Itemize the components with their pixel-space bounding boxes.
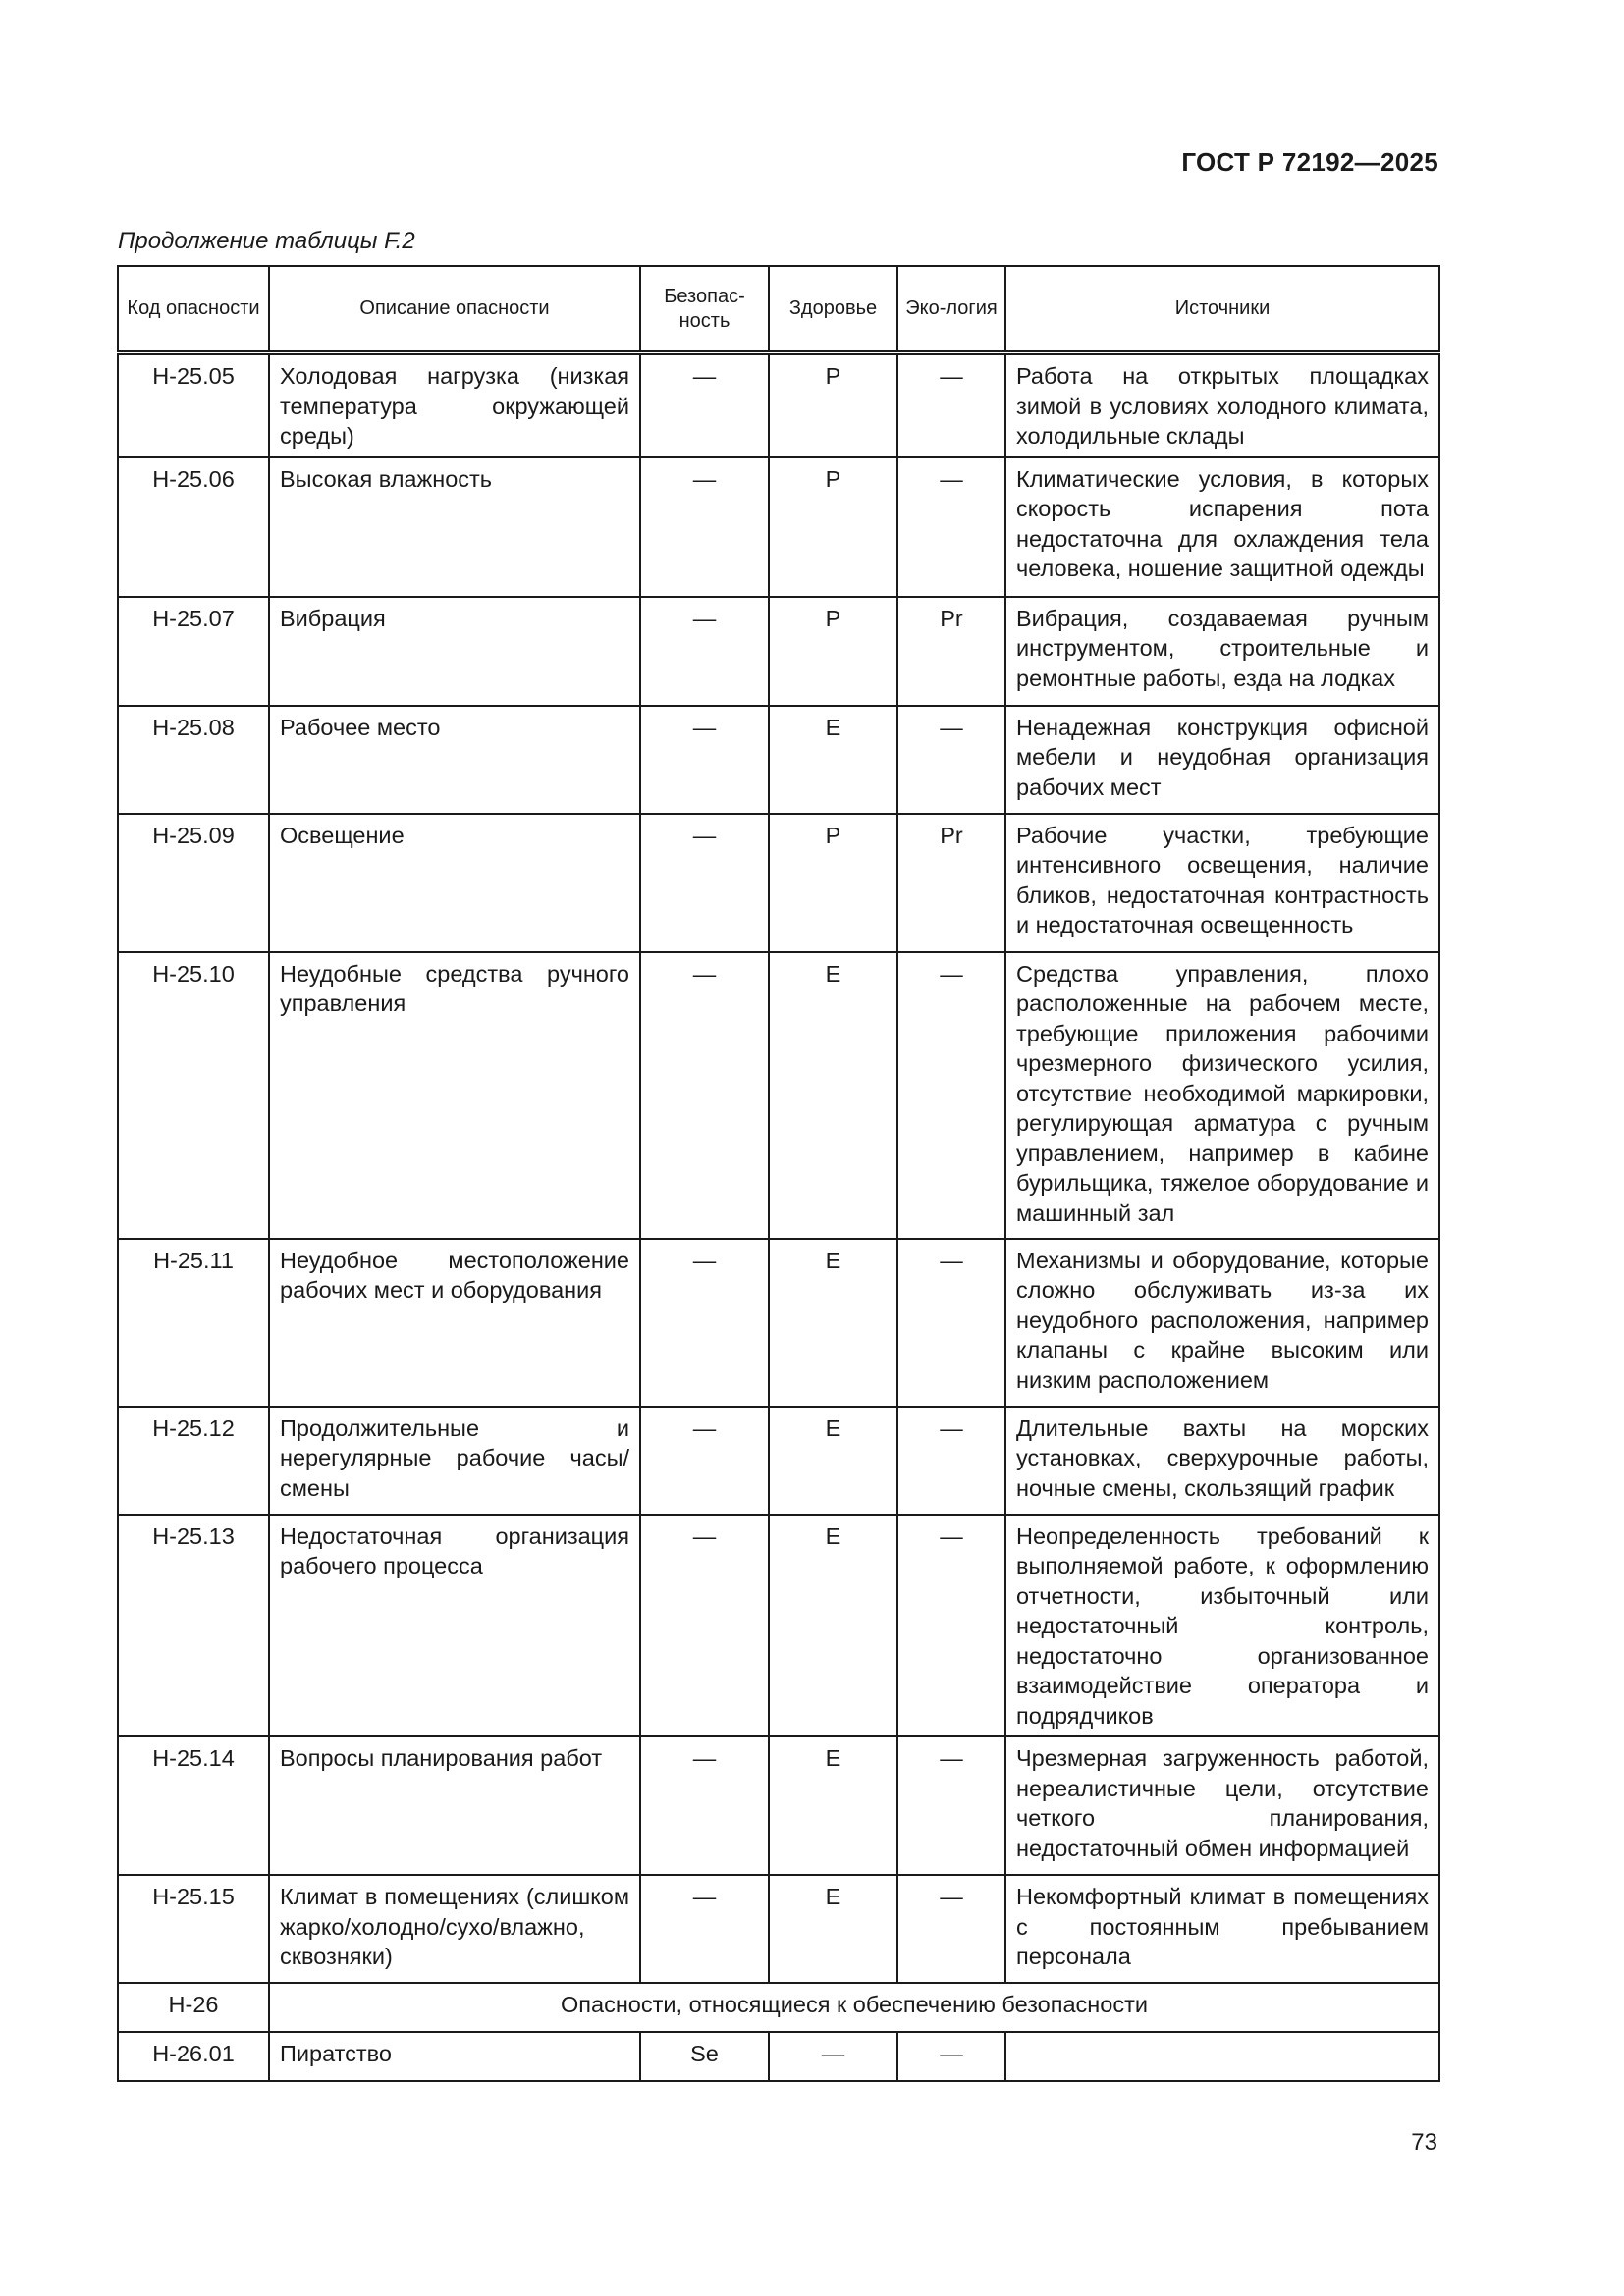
hazard-sources: Рабочие участки, требующие интенсивного освещения, наличие бликов, недостаточная контрастность и недостаточная освещенность: [1005, 814, 1439, 952]
safety-mark: Se: [640, 2032, 769, 2081]
hazard-sources: Ненадежная конструкция офисной мебели и неудобная организация рабочих мест: [1005, 706, 1439, 814]
hazard-table: [117, 265, 1440, 2082]
table-row: [118, 457, 1439, 597]
column-header-code: Код опасности: [118, 266, 269, 353]
hazard-sources: Чрезмерная загруженность работой, нереалистичные цели, отсутствие четкого планирования, недостаточный обмен информацией: [1005, 1736, 1439, 1875]
safety-mark: —: [640, 1736, 769, 1875]
ecology-mark: —: [897, 1515, 1005, 1737]
table-row: [118, 814, 1439, 952]
hazard-code: H-25.08: [118, 706, 269, 814]
ecology-mark: —: [897, 1736, 1005, 1875]
hazard-code: H-25.07: [118, 597, 269, 706]
column-header-health: Здоровье: [769, 266, 897, 353]
hazard-group-code: H-26: [118, 1983, 269, 2032]
hazard-code: H-26.01: [118, 2032, 269, 2081]
hazard-code: H-25.12: [118, 1407, 269, 1515]
hazard-sources: Средства управления, плохо расположенные на рабочем месте, требующие приложения рабочими чрезмерного физического усилия, отсутствие необходимой маркировки, регулирующая арматура с ручным управлением, например в кабине бурильщика, тяжелое оборудование и машинный зал: [1005, 952, 1439, 1239]
ecology-mark: —: [897, 353, 1005, 457]
table-row: [118, 1736, 1439, 1875]
health-mark: P: [769, 814, 897, 952]
hazard-sources: Работа на открытых площадках зимой в условиях холодного климата, холодильные склады: [1005, 353, 1439, 457]
table-body: [118, 353, 1439, 2082]
safety-mark: —: [640, 353, 769, 457]
hazard-description: Недостаточная организация рабочего процесса: [269, 1515, 640, 1737]
health-mark: E: [769, 1407, 897, 1515]
table-row: [118, 1515, 1439, 1737]
ecology-mark: Pr: [897, 814, 1005, 952]
health-mark: E: [769, 1239, 897, 1407]
table-row: [118, 597, 1439, 706]
ecology-mark: —: [897, 1875, 1005, 1983]
table-row: [118, 2032, 1439, 2081]
table-continuation-caption: Продолжение таблицы F.2: [118, 228, 415, 254]
safety-mark: —: [640, 597, 769, 706]
health-mark: E: [769, 1515, 897, 1737]
hazard-sources: Механизмы и оборудование, которые сложно обслуживать из-за их неудобного расположения, например клапаны с крайне высоким или низким расположением: [1005, 1239, 1439, 1407]
hazard-description: Климат в помещениях (слишком жарко/холодно/сухо/влажно, сквозняки): [269, 1875, 640, 1983]
ecology-mark: —: [897, 1239, 1005, 1407]
health-mark: E: [769, 952, 897, 1239]
document-code: ГОСТ Р 72192—2025: [1181, 147, 1438, 177]
hazard-sources: Климатические условия, в которых скорость испарения пота недостаточна для охлаждения тела человека, ношение защитной одежды: [1005, 457, 1439, 597]
safety-mark: —: [640, 1515, 769, 1737]
hazard-description: Высокая влажность: [269, 457, 640, 597]
safety-mark: —: [640, 952, 769, 1239]
hazard-description: Холодовая нагрузка (низкая температура окружающей среды): [269, 353, 640, 457]
table-group-row: [118, 1983, 1439, 2032]
ecology-mark: —: [897, 457, 1005, 597]
column-header-ecology: Эко-логия: [897, 266, 1005, 353]
table-header: [118, 266, 1439, 353]
safety-mark: —: [640, 814, 769, 952]
safety-mark: —: [640, 457, 769, 597]
hazard-code: H-25.14: [118, 1736, 269, 1875]
ecology-mark: —: [897, 1407, 1005, 1515]
health-mark: E: [769, 706, 897, 814]
hazard-sources: Неопределенность требований к выполняемой работе, к оформлению отчетности, избыточный или недостаточный контроль, недостаточно организованное взаимодействие оператора и подрядчиков: [1005, 1515, 1439, 1737]
hazard-code: H-25.05: [118, 353, 269, 457]
safety-mark: —: [640, 1407, 769, 1515]
hazard-code: H-25.15: [118, 1875, 269, 1983]
hazard-description: Вибрация: [269, 597, 640, 706]
health-mark: —: [769, 2032, 897, 2081]
table-row: [118, 1875, 1439, 1983]
hazard-description: Неудобное местоположение рабочих мест и оборудования: [269, 1239, 640, 1407]
health-mark: P: [769, 457, 897, 597]
hazard-sources: Некомфортный климат в помещениях с постоянным пребыванием персонала: [1005, 1875, 1439, 1983]
health-mark: E: [769, 1875, 897, 1983]
hazard-description: Неудобные средства ручного управления: [269, 952, 640, 1239]
hazard-code: H-25.11: [118, 1239, 269, 1407]
hazard-description: Вопросы планирования работ: [269, 1736, 640, 1875]
hazard-group-title: Опасности, относящиеся к обеспечению безопасности: [269, 1983, 1439, 2032]
safety-mark: —: [640, 1239, 769, 1407]
health-mark: E: [769, 1736, 897, 1875]
table-row: [118, 1407, 1439, 1515]
table-row: [118, 1239, 1439, 1407]
column-header-sources: Источники: [1005, 266, 1439, 353]
table-row: [118, 952, 1439, 1239]
safety-mark: —: [640, 706, 769, 814]
health-mark: P: [769, 597, 897, 706]
hazard-sources: Длительные вахты на морских установках, сверхурочные работы, ночные смены, скользящий график: [1005, 1407, 1439, 1515]
table-row: [118, 706, 1439, 814]
hazard-code: H-25.13: [118, 1515, 269, 1737]
hazard-code: H-25.06: [118, 457, 269, 597]
hazard-code: H-25.09: [118, 814, 269, 952]
ecology-mark: —: [897, 706, 1005, 814]
hazard-description: Освещение: [269, 814, 640, 952]
hazard-sources: [1005, 2032, 1439, 2081]
ecology-mark: —: [897, 2032, 1005, 2081]
table-row: [118, 353, 1439, 457]
health-mark: P: [769, 353, 897, 457]
hazard-description: Продолжительные и нерегулярные рабочие часы/смены: [269, 1407, 640, 1515]
page-number: 73: [1411, 2129, 1437, 2156]
hazard-code: H-25.10: [118, 952, 269, 1239]
safety-mark: —: [640, 1875, 769, 1983]
ecology-mark: Pr: [897, 597, 1005, 706]
ecology-mark: —: [897, 952, 1005, 1239]
column-header-safety: Безопас-ность: [640, 266, 769, 353]
hazard-description: Рабочее место: [269, 706, 640, 814]
hazard-description: Пиратство: [269, 2032, 640, 2081]
hazard-sources: Вибрация, создаваемая ручным инструментом, строительные и ремонтные работы, езда на лодках: [1005, 597, 1439, 706]
column-header-description: Описание опасности: [269, 266, 640, 353]
